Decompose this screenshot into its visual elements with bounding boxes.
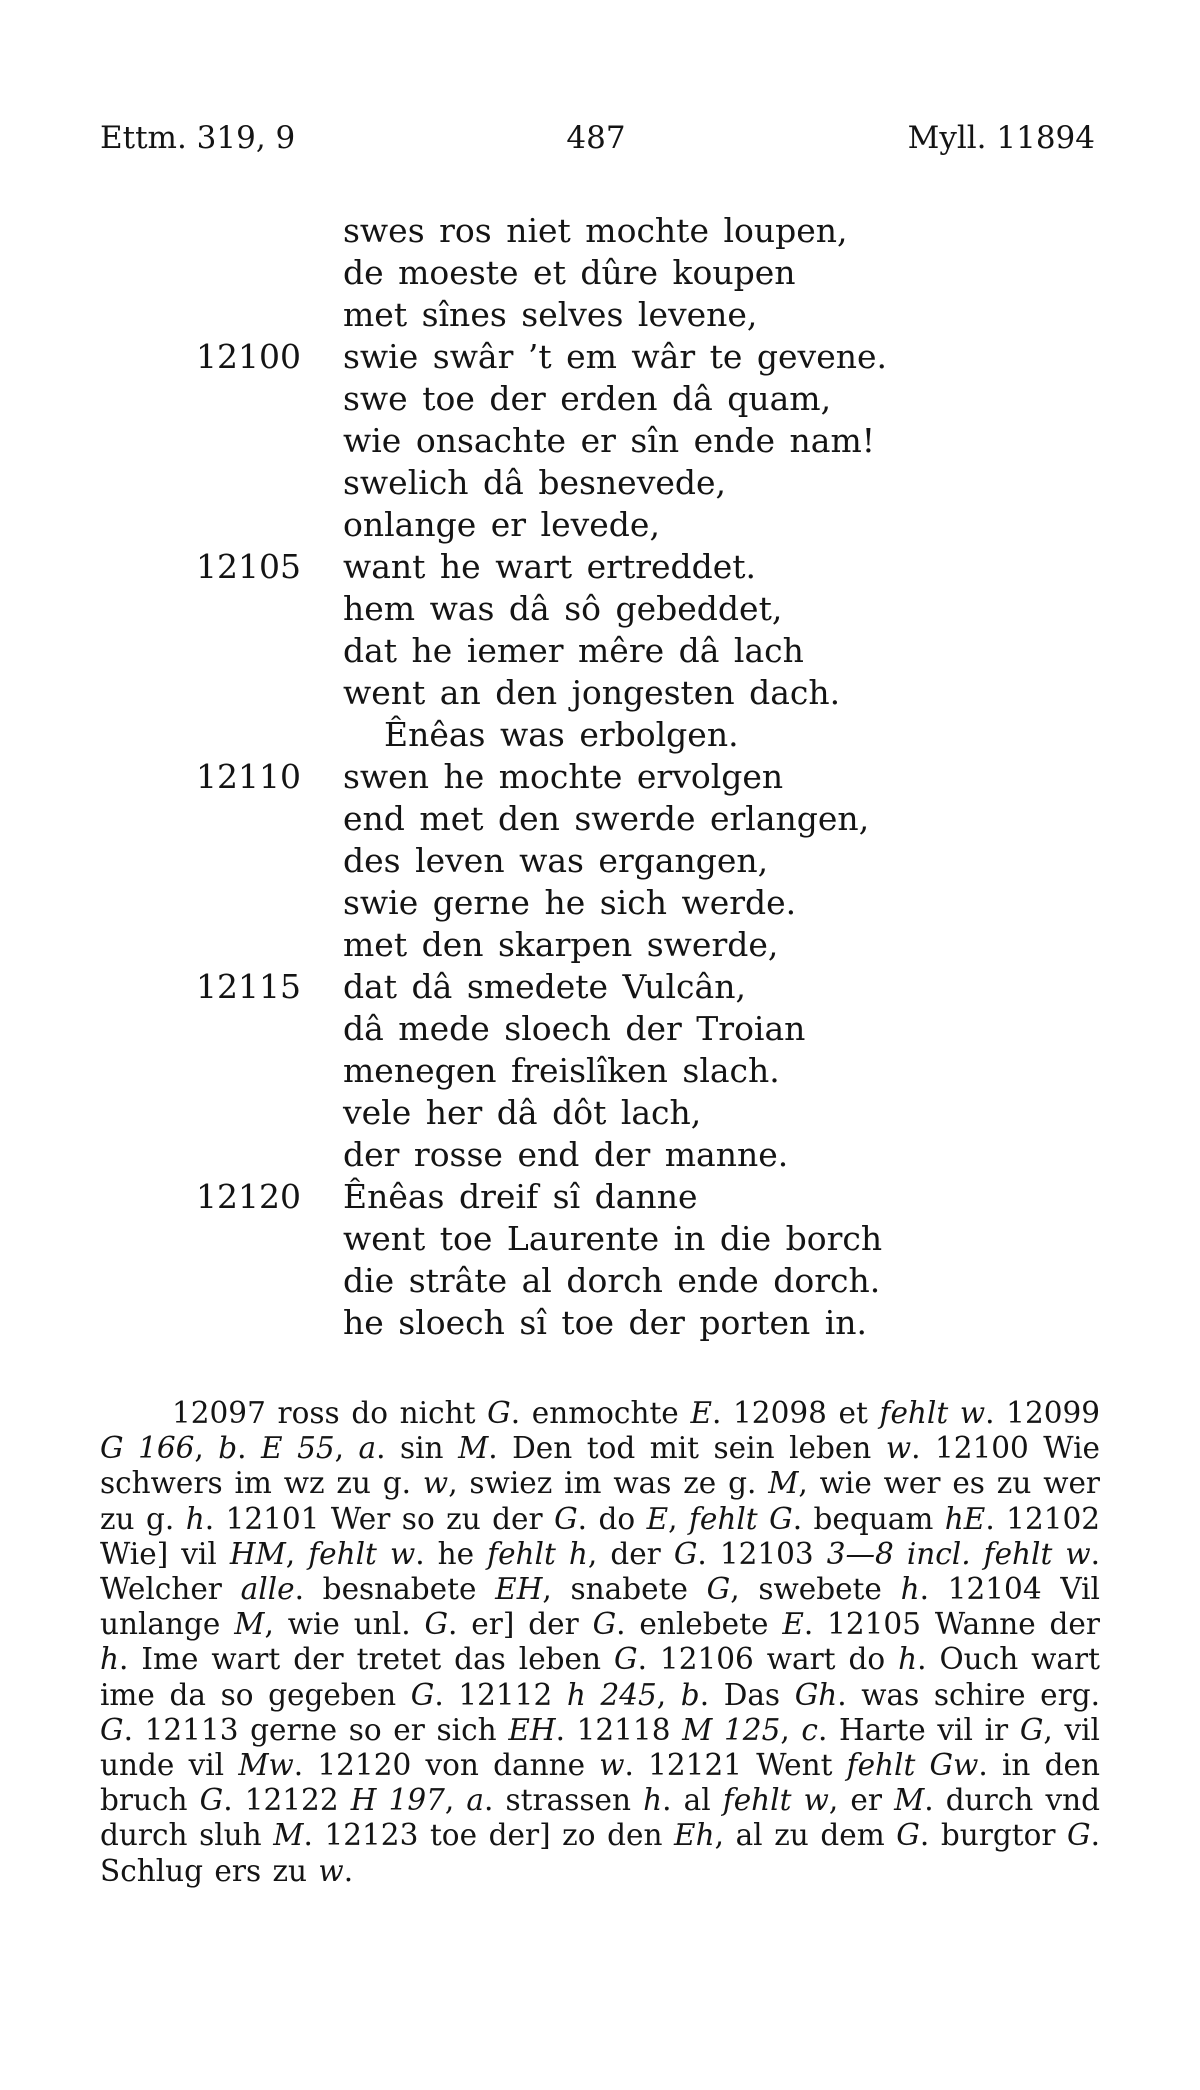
note-text: , (334, 1431, 359, 1466)
note-siglum: w (318, 1853, 344, 1888)
note-siglum: G (896, 1818, 920, 1853)
verse-text-line: met sînes selves levene, (343, 295, 758, 334)
verse-text-line: dat he iemer mêre dâ lach (343, 631, 804, 670)
verse-text-line: he sloech sî toe der porten in. (343, 1303, 868, 1342)
page-number: 487 (566, 120, 626, 156)
note-text: , der (587, 1536, 674, 1571)
verse-line (0, 1134, 1200, 1176)
note-siglum: M (234, 1607, 265, 1642)
verse-line (0, 756, 1200, 798)
verse-text-line: want he wart ertreddet. (343, 547, 757, 586)
note-text: . in den bruch (100, 1748, 1100, 1818)
note-siglum: h (898, 1642, 918, 1677)
note-text: , vil unde vil (100, 1712, 1100, 1783)
note-siglum: Eh (674, 1818, 715, 1853)
verse-line (0, 336, 1200, 378)
note-text: . 12100 Wie schwers im wz zu g. (100, 1431, 1100, 1501)
line-number: 12105 (196, 547, 301, 586)
note-text: . enlebete (616, 1607, 783, 1642)
verse-line (0, 504, 1200, 546)
note-text: . sin (376, 1431, 459, 1466)
note-text: . enmochte (510, 1396, 691, 1430)
note-siglum: c (801, 1712, 818, 1747)
line-number: 12110 (196, 757, 301, 796)
verse-text-line: swe toe der erden dâ quam, (343, 379, 832, 418)
note-text: . Ouch wart ime da so gegeben (100, 1642, 1100, 1712)
note-siglum: G (1067, 1818, 1091, 1853)
verse-line (0, 1176, 1200, 1218)
note-siglum: M (273, 1818, 304, 1853)
verse-text-line: end met den swerde erlangen, (343, 799, 870, 838)
note-siglum: h (900, 1572, 920, 1607)
note-text: . 12099 (985, 1396, 1101, 1430)
note-text: . 12112 (434, 1677, 567, 1712)
note-siglum: G (673, 1536, 698, 1571)
verse-text-line: swes ros niet mochte loupen, (343, 211, 848, 250)
note-text: . he (415, 1536, 488, 1571)
note-siglum: h 245 (566, 1677, 657, 1712)
note-siglum: M (768, 1466, 799, 1501)
note-siglum: E (646, 1501, 669, 1536)
note-text: . durch vnd durch sluh (100, 1783, 1100, 1853)
note-text: , wie wer es zu wer zu g. (100, 1466, 1101, 1536)
verse-line (0, 672, 1200, 714)
note-siglum: HM (229, 1536, 286, 1571)
verse-line (0, 1050, 1200, 1092)
verse-line (0, 420, 1200, 462)
note-text: . 12104 Vil unlange (100, 1572, 1100, 1642)
note-text: , (285, 1536, 309, 1571)
note-text: . 12120 von danne (293, 1748, 600, 1783)
verse-text-line: Ênêas was erbolgen. (384, 715, 739, 754)
note-siglum: b (218, 1431, 238, 1466)
note-text: . Den tod mit sein leben (488, 1431, 886, 1466)
note-siglum: fehlt G (689, 1501, 793, 1536)
verse-line (0, 714, 1200, 756)
note-siglum: w (422, 1466, 449, 1501)
note-text: . Schlug ers zu (100, 1818, 1101, 1888)
note-text: , swiez im was ze g. (448, 1466, 769, 1501)
verse-line (0, 1260, 1200, 1302)
verse-line (0, 966, 1200, 1008)
note-text: , (656, 1677, 681, 1712)
note-text: . do (577, 1501, 647, 1536)
note-text: . al (662, 1783, 723, 1818)
verse-text-line: went an den jongesten dach. (343, 673, 841, 712)
verse-text-line: hem was dâ sô gebeddet, (343, 589, 783, 628)
note-siglum: alle (240, 1572, 295, 1607)
note-siglum: M 125 (682, 1712, 781, 1747)
note-siglum: G (424, 1607, 449, 1642)
note-text: 12097 ross do nicht (172, 1396, 488, 1430)
note-siglum: H 197 (350, 1783, 445, 1818)
verse-line (0, 1218, 1200, 1260)
note-siglum: EH (495, 1572, 543, 1607)
note-text: . 12105 Wanne der (803, 1607, 1100, 1642)
verse-line (0, 1302, 1200, 1344)
verse-line (0, 882, 1200, 924)
verse-line (0, 798, 1200, 840)
note-text: . bequam (792, 1501, 945, 1536)
verse-line (0, 546, 1200, 588)
note-siglum: fehlt w (879, 1396, 986, 1430)
verse-text-line: vele her dâ dôt lach, (343, 1093, 702, 1132)
note-siglum: fehlt h (487, 1536, 588, 1571)
note-siglum: h (100, 1642, 119, 1677)
note-text: . 12102 Wie] vil (100, 1501, 1101, 1571)
note-siglum: E (782, 1607, 804, 1642)
note-text: . 12103 (697, 1536, 827, 1571)
note-siglum: G 166 (100, 1431, 195, 1466)
note-text: . Harte vil ir (817, 1712, 1020, 1747)
note-siglum: E 55 (261, 1431, 335, 1466)
note-text: , swebete (730, 1572, 901, 1607)
note-siglum: G (199, 1783, 224, 1818)
verse-line (0, 294, 1200, 336)
note-text: , er (828, 1783, 895, 1818)
verse-text (0, 210, 1200, 1344)
verse-text-line: met den skarpen swerde, (343, 925, 779, 964)
note-siglum: fehlt w (722, 1783, 829, 1818)
verse-line (0, 630, 1200, 672)
note-text: . (237, 1431, 262, 1466)
note-siglum: Gh (794, 1677, 838, 1712)
note-siglum: G (592, 1607, 617, 1642)
note-siglum: Mw (238, 1748, 294, 1783)
verse-text-line: onlange er levede, (343, 505, 660, 544)
verse-line (0, 924, 1200, 966)
line-number: 12120 (196, 1177, 301, 1216)
note-siglum: EH (508, 1712, 556, 1747)
apparatus-notes (100, 1396, 1100, 1889)
verse-text-line: swelich dâ besnevede, (343, 463, 727, 502)
note-siglum: fehlt w (308, 1536, 416, 1571)
header-right-reference: Myll. 11894 (907, 120, 1095, 156)
verse-line (0, 1008, 1200, 1050)
note-text: . er] der (448, 1607, 593, 1642)
note-text: . 12106 wart do (637, 1642, 899, 1677)
note-text: . Das (699, 1677, 795, 1712)
note-siglum: h (643, 1783, 663, 1818)
note-siglum: G (613, 1642, 638, 1677)
note-text: , (780, 1712, 802, 1747)
note-text: . 12118 (555, 1712, 683, 1747)
verse-text-line: swie swâr ’t em wâr te gevene. (343, 337, 887, 376)
note-siglum: w (885, 1431, 912, 1466)
verse-line (0, 210, 1200, 252)
note-paragraph (100, 1396, 1100, 1889)
note-text: . 12123 toe der] zo den (303, 1818, 675, 1853)
note-siglum: G (100, 1712, 124, 1747)
running-header (0, 118, 1200, 158)
note-siglum: b (680, 1677, 700, 1712)
note-siglum: w (599, 1748, 625, 1783)
line-number: 12100 (196, 337, 301, 376)
note-text: . (343, 1853, 354, 1888)
note-text: . Welcher (100, 1536, 1101, 1607)
note-text: . was schire erg. (837, 1677, 1100, 1712)
verse-text-line: Ênêas dreif sî danne (343, 1177, 698, 1216)
note-text: . 12121 Went (624, 1748, 847, 1783)
verse-text-line: des leven was ergangen, (343, 841, 769, 880)
note-siglum: M (894, 1783, 925, 1818)
note-text: , (444, 1783, 467, 1818)
verse-text-line: went toe Laurente in die borch (343, 1219, 883, 1258)
note-siglum: h (185, 1501, 205, 1536)
verse-text-line: der rosse end der manne. (343, 1135, 789, 1174)
note-siglum: G (706, 1572, 731, 1607)
note-siglum: a (466, 1783, 485, 1818)
line-number: 12115 (196, 967, 301, 1006)
note-siglum: 3—8 incl. fehlt w (826, 1536, 1091, 1571)
verse-text-line: de moeste et dûre koupen (343, 253, 796, 292)
note-text: . 12122 (223, 1783, 351, 1818)
note-text: , (668, 1501, 689, 1536)
note-text: . 12098 et (711, 1396, 880, 1430)
verse-line (0, 588, 1200, 630)
header-left-reference: Ettm. 319, 9 (100, 120, 296, 156)
note-text: . 12113 gerne so er sich (123, 1712, 509, 1747)
note-siglum: G (410, 1677, 435, 1712)
verse-line (0, 378, 1200, 420)
note-siglum: G (554, 1501, 578, 1536)
note-siglum: M (458, 1431, 489, 1466)
verse-text-line: swen he mochte ervolgen (343, 757, 784, 796)
verse-text-line: menegen freislîken slach. (343, 1051, 780, 1090)
note-text: . strassen (484, 1783, 644, 1818)
note-text: . Ime wart der tretet das leben (119, 1642, 614, 1677)
verse-text-line: swie gerne he sich werde. (343, 883, 797, 922)
note-siglum: fehlt Gw (846, 1748, 979, 1783)
verse-line (0, 1092, 1200, 1134)
note-siglum: G (487, 1396, 511, 1430)
note-text: , (194, 1431, 219, 1466)
note-text: , wie unl. (264, 1607, 425, 1642)
verse-line (0, 462, 1200, 504)
verse-text-line: die strâte al dorch ende dorch. (343, 1261, 881, 1300)
verse-text-line: dat dâ smedete Vulcân, (343, 967, 746, 1006)
note-text: , snabete (542, 1572, 707, 1607)
note-text: . burgtor (919, 1818, 1068, 1853)
note-text: . 12101 Wer so zu der (204, 1501, 555, 1536)
note-text: . besnabete (294, 1572, 496, 1607)
note-siglum: E (690, 1396, 712, 1430)
verse-line (0, 252, 1200, 294)
note-siglum: a (358, 1431, 377, 1466)
verse-text-line: wie onsachte er sîn ende nam! (343, 421, 875, 460)
verse-line (0, 840, 1200, 882)
note-siglum: G (1019, 1712, 1044, 1747)
note-siglum: hE (944, 1501, 986, 1536)
verse-text-line: dâ mede sloech der Troian (343, 1009, 806, 1048)
note-text: , al zu dem (714, 1818, 897, 1853)
